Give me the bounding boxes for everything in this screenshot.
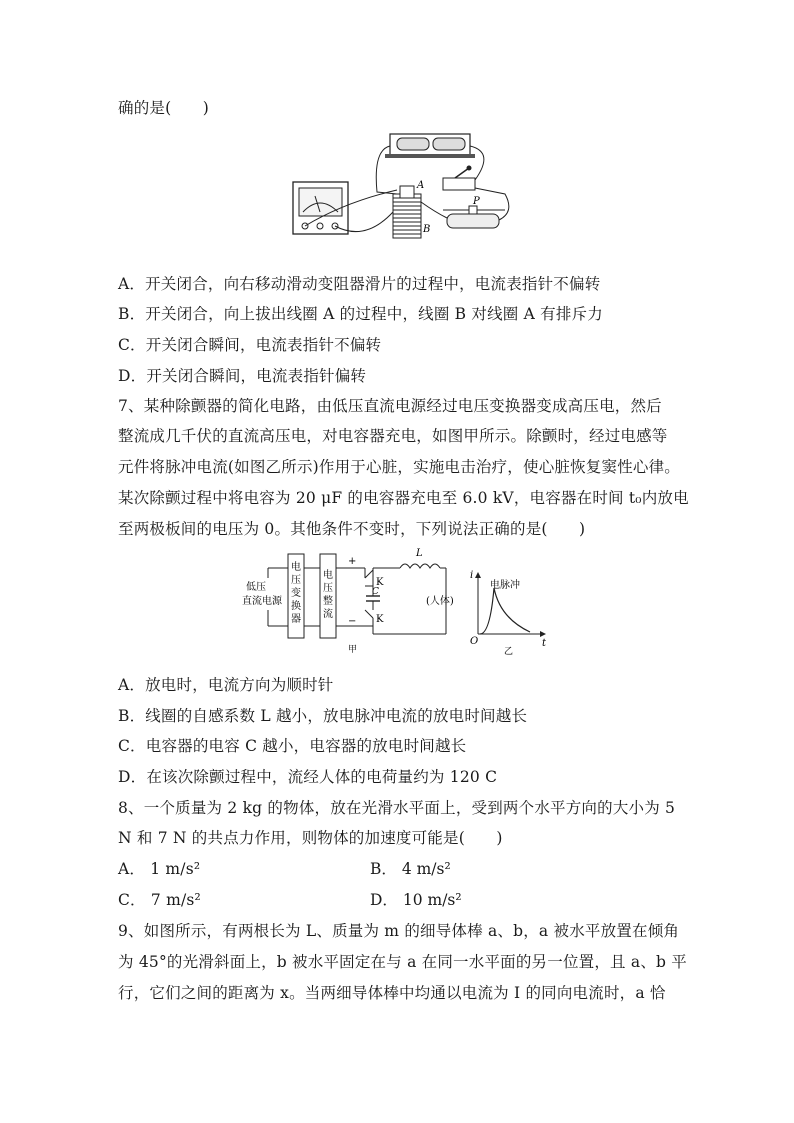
- axis-t: t: [542, 638, 547, 649]
- question-7-line-1: 7、某种除颤器的简化电路，由低压直流电源经过电压变换器变成高压电，然后: [118, 397, 662, 415]
- question-9-line-3: 行，它们之间的距离为 x。当两细导体棒中均通以电流为 I 的同向电流时，a 恰: [118, 984, 666, 1002]
- switch-k-top: K: [376, 577, 384, 588]
- cap-label: C: [372, 587, 379, 597]
- rectifier-label: [323, 568, 333, 620]
- question-9-line-1: 9、如图所示，有两根长为 L、质量为 m 的细导体棒 a、b，a 被水平放置在倾角: [118, 922, 680, 940]
- axis-i: i: [470, 570, 474, 581]
- inductor-label: L: [416, 548, 423, 559]
- pulse-label: 电脉冲: [490, 580, 520, 591]
- option-8a: A． 1 m/s²: [118, 860, 201, 878]
- svg-text:换: 换: [291, 601, 301, 612]
- defibrillator-figure: [240, 548, 550, 660]
- svg-text:电: 电: [291, 562, 301, 573]
- option-8c: C． 7 m/s²: [118, 891, 201, 909]
- question-7-line-5: 至两极板间的电压为 0。其他条件不变时，下列说法正确的是( ): [118, 520, 586, 538]
- question-7-line-4: 某次除颤过程中将电容为 20 μF 的电容器充电至 6.0 kV，电容器在时间 t₀内放电: [118, 489, 689, 507]
- option-6a: A．开关闭合，向右移动滑动变阻器滑片的过程中，电流表指针不偏转: [118, 275, 601, 293]
- question-8-line-2: N 和 7 N 的共点力作用，则物体的加速度可能是( ): [118, 829, 503, 847]
- option-6b: B．开关闭合，向上拔出线圈 A 的过程中，线圈 B 对线圈 A 有排斥力: [118, 305, 603, 323]
- option-7a: A．放电时，电流方向为顺时针: [118, 676, 334, 694]
- question-9-line-2: 为 45°的光滑斜面上，b 被水平固定在与 a 在同一水平面的另一位置，且 a、b 平: [118, 953, 687, 971]
- question-7-line-3: 元件将脉冲电流(如图乙所示)作用于心脏，实施电击治疗，使心脏恢复窦性心律。: [118, 458, 680, 476]
- plus-sign: +: [348, 556, 357, 567]
- origin-label: O: [470, 636, 479, 647]
- question-7-line-2: 整流成几千伏的直流高压电，对电容器充电，如图甲所示。除颤时，经过电感等: [118, 427, 668, 445]
- svg-text:电: 电: [323, 570, 333, 581]
- svg-text:变: 变: [291, 588, 301, 599]
- coil-a-label: A: [417, 180, 425, 191]
- question-8-line-1: 8、一个质量为 2 kg 的物体，放在光滑水平面上，受到两个水平方向的大小为 5: [118, 799, 676, 817]
- svg-text:压: 压: [291, 575, 301, 586]
- svg-text:压: 压: [323, 583, 333, 594]
- source-label-1: 低压: [246, 582, 266, 593]
- svg-text:流: 流: [323, 609, 333, 620]
- option-6d: D．开关闭合瞬间，电流表指针偏转: [118, 367, 367, 385]
- switch-k-bottom: K: [376, 614, 384, 625]
- coil-b-label: B: [423, 224, 431, 235]
- minus-sign: −: [348, 616, 357, 627]
- option-8b: B． 4 m/s²: [370, 860, 451, 878]
- caption-right: 乙: [504, 647, 514, 657]
- source-label-2: 直流电源: [242, 596, 282, 607]
- option-6c: C．开关闭合瞬间，电流表指针不偏转: [118, 336, 382, 354]
- option-8d: D． 10 m/s²: [370, 891, 462, 909]
- question-fragment: 确的是( ): [118, 99, 209, 117]
- svg-text:整: 整: [323, 596, 333, 607]
- svg-text:器: 器: [291, 614, 301, 625]
- option-7d: D．在该次除颤过程中，流经人体的电荷量约为 120 C: [118, 768, 498, 786]
- body-label: (人体): [426, 596, 454, 607]
- converter-label: [291, 560, 301, 625]
- slider-p-label: P: [473, 196, 480, 207]
- caption-left: 甲: [348, 645, 358, 655]
- option-7b: B．线圈的自感系数 L 越小，放电脉冲电流的放电时间越长: [118, 707, 528, 725]
- option-7c: C．电容器的电容 C 越小，电容器的放电时间越长: [118, 737, 467, 755]
- induction-apparatus-figure: [285, 132, 525, 250]
